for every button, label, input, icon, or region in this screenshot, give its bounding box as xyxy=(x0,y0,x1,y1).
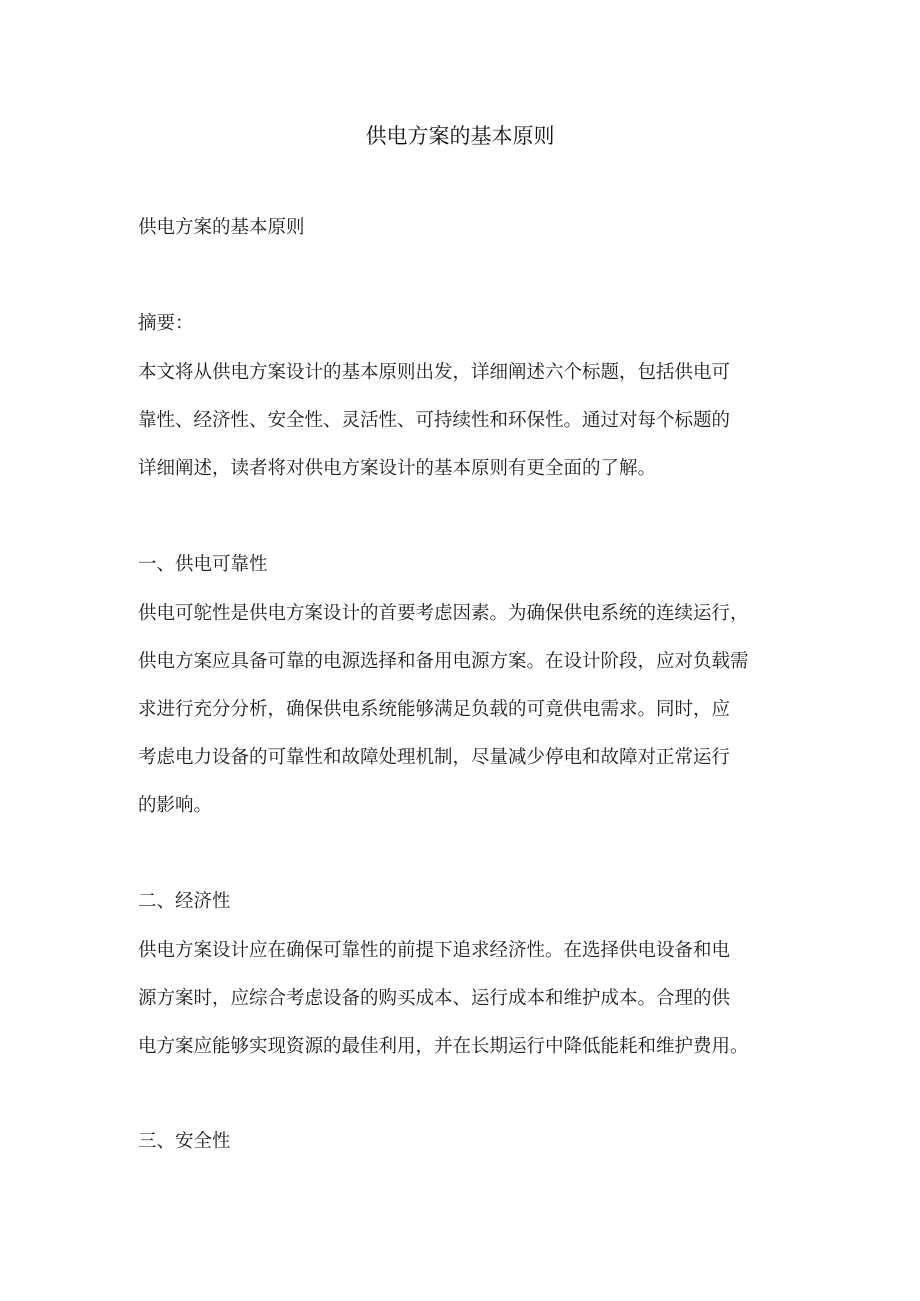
paragraph-line: 考虑电力设备的可靠性和故障处理机制，尽量减少停电和故障对正常运行 xyxy=(138,747,731,768)
document-subtitle: 供电方案的基本原则 xyxy=(138,217,305,238)
paragraph-line: 供电方案应具备可靠的电源选择和备用电源方案。在设计阶段，应对负载需 xyxy=(138,651,749,672)
paragraph-line: 靠性、经济性、安全性、灵活性、可持续性和环保性。通过对每个标题的 xyxy=(138,410,731,431)
paragraph-line: 的影响。 xyxy=(138,795,213,816)
paragraph-line: 本文将从供电方案设计的基本原则出发，详细阐述六个标题，包括供电可 xyxy=(138,362,731,383)
section-heading-economy: 二、经济性 xyxy=(138,891,231,912)
abstract-paragraph xyxy=(138,349,788,493)
paragraph-line: 求进行充分分析，确保供电系统能够满足负载的可竟供电需求。同时，应 xyxy=(138,699,731,720)
section-heading-reliability: 一、供电可靠性 xyxy=(138,554,268,575)
paragraph-line: 详细阐述，读者将对供电方案设计的基本原则有更全面的了解。 xyxy=(138,458,657,479)
document-title: 供电方案的基本原则 xyxy=(365,124,555,148)
section-heading-safety: 三、安全性 xyxy=(138,1131,231,1152)
paragraph-line: 源方案时，应综合考虑设备的购买成本、运行成本和维护成本。合理的供 xyxy=(138,988,731,1009)
section-paragraph-economy xyxy=(138,927,788,1071)
paragraph-line: 供电可鸵性是供电方案设计的首要考虑因素。为确保供电系统的连续运行， xyxy=(138,603,749,624)
paragraph-line: 电方案应能够实现资源的最佳利用，并在长期运行中降低能耗和维护费用。 xyxy=(138,1036,749,1057)
section-paragraph-reliability xyxy=(138,590,788,830)
paragraph-line: 供电方案设计应在确保可靠性的前提下追求经济性。在选择供电设备和电 xyxy=(138,940,731,961)
abstract-label: 摘要： xyxy=(138,313,194,334)
